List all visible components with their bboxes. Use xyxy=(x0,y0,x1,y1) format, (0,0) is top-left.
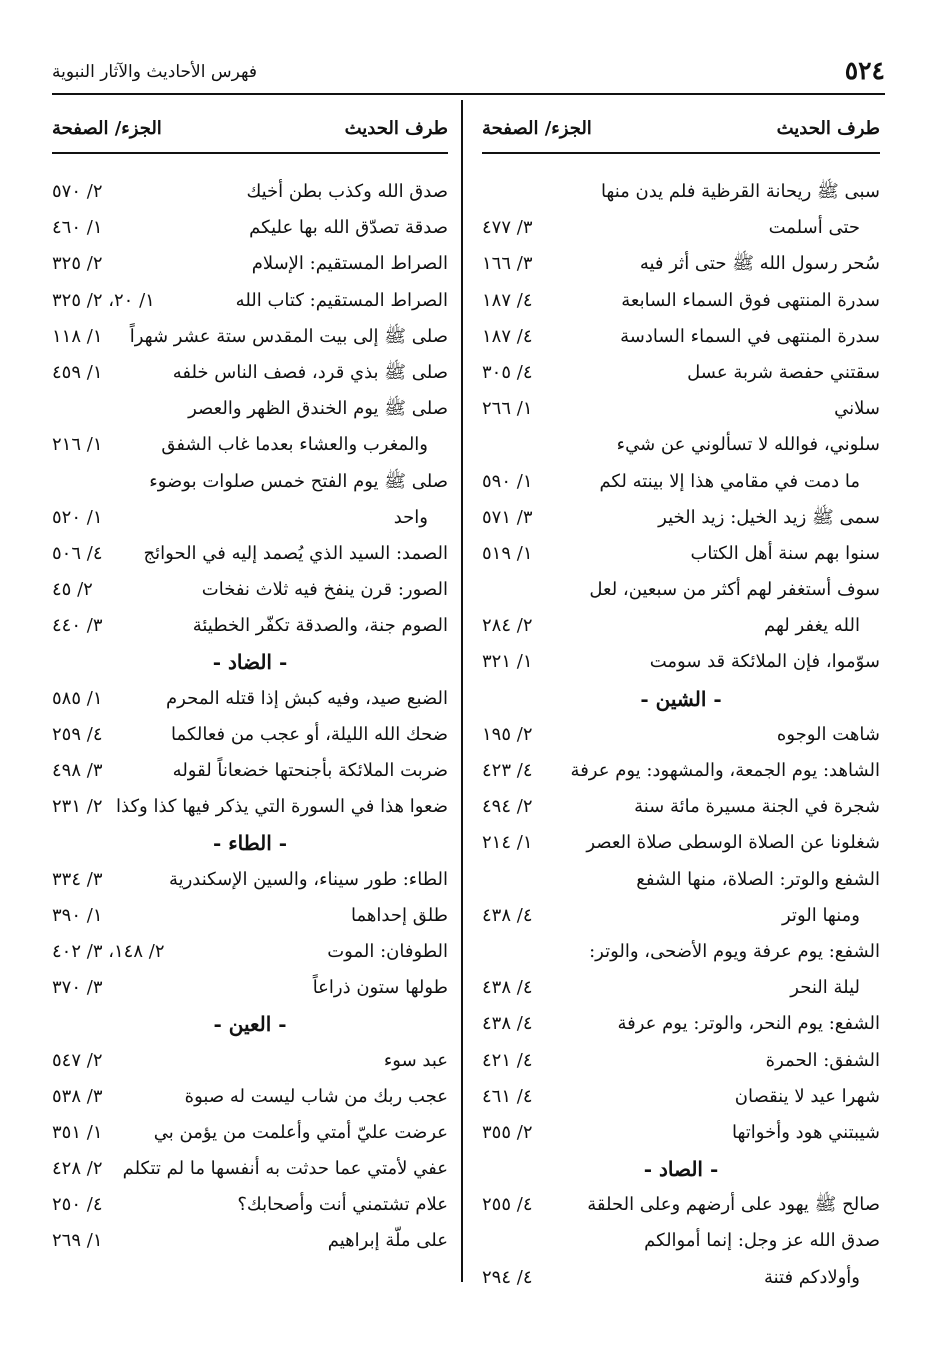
index-entry xyxy=(52,898,448,934)
hadith-text: صدق الله عز وجل: إنما أموالكم xyxy=(644,1230,880,1252)
volume-page-ref: ١/ ٢٦٩ xyxy=(52,1230,103,1252)
hadith-text: الشفع: يوم النحر، والوتر: يوم عرفة xyxy=(617,1013,880,1035)
index-entry xyxy=(52,681,448,717)
volume-page-ref: ١/ ٣٩٠ xyxy=(52,904,103,926)
hadith-text: علام تشتمني أنت وأصحابك؟ xyxy=(237,1194,448,1216)
hadith-text: واحد xyxy=(393,506,428,528)
hadith-text: سدرة المنتهى في السماء السادسة xyxy=(620,325,880,347)
hadith-text: الصمد: السيد الذي يُصمد إليه في الحوائج xyxy=(143,542,448,564)
hadith-text: والمغرب والعشاء بعدما غاب الشفق xyxy=(161,434,428,456)
volume-page-ref: ١/ ٥١٩ xyxy=(482,542,533,564)
index-entry xyxy=(482,174,880,210)
volume-page-ref: ٣/ ٥٣٨ xyxy=(52,1085,103,1107)
index-entry xyxy=(482,717,880,753)
index-entry xyxy=(52,970,448,1006)
column-header-term: طرف الحديث xyxy=(344,118,448,139)
index-entry xyxy=(482,753,880,789)
page-header xyxy=(52,48,885,94)
hadith-text: حتى أسلمت xyxy=(768,217,860,239)
index-entry xyxy=(52,246,448,282)
volume-page-ref: ١/ ٤٦٠ xyxy=(52,217,103,239)
index-entry xyxy=(52,174,448,210)
volume-page-ref: ١/ ٤٥٩ xyxy=(52,361,103,383)
volume-page-ref: ٣/ ٤٧٧ xyxy=(482,217,533,239)
entry-continuation xyxy=(52,500,448,536)
hadith-text: عبد سوء xyxy=(383,1049,448,1071)
hadith-text: طولها ستون ذراعاً xyxy=(312,977,448,999)
index-entry xyxy=(482,644,880,680)
hadith-text: صلى ﷺ يوم الفتح خمس صلوات بوضوء xyxy=(149,470,448,492)
hadith-text: الشفق: الحمرة xyxy=(765,1049,880,1071)
volume-page-ref: ٣/ ٤٩٨ xyxy=(52,760,103,781)
hadith-text: الله يغفر لهم xyxy=(763,615,860,637)
hadith-text: سلوني، فوالله لا تسألوني عن شيء xyxy=(616,434,880,456)
index-entry xyxy=(52,1187,448,1223)
volume-page-ref: ٢/ ٣٥٥ xyxy=(482,1121,533,1143)
volume-page-ref: ٣/ ٥٧١ xyxy=(482,506,533,528)
volume-page-ref: ٤/ ٢٥٥ xyxy=(482,1194,533,1216)
volume-page-ref: ٤/ ٢٩٤ xyxy=(482,1266,533,1288)
index-entry xyxy=(482,1006,880,1042)
volume-page-ref: ٤/ ٤٣٨ xyxy=(482,1013,533,1035)
volume-page-ref: ٤/ ١٨٧ xyxy=(482,325,533,347)
volume-page-ref: ٢/ ٥٧٠ xyxy=(52,181,103,202)
entry-continuation xyxy=(482,970,880,1006)
index-entry xyxy=(52,391,448,427)
section-heading: - الطاء - xyxy=(212,831,288,856)
hadith-text: سنوا بهم سنة أهل الكتاب xyxy=(690,542,880,564)
column-header-page: الجزء/ الصفحة xyxy=(52,118,162,139)
column-header xyxy=(482,112,880,150)
header-rule xyxy=(52,93,885,95)
volume-page-ref: ٣/ ٣٧٠ xyxy=(52,977,103,999)
index-entry xyxy=(482,1115,880,1151)
hadith-text: عفي لأمتي عما حدثت به أنفسها ما لم تتكلم xyxy=(122,1158,448,1180)
volume-page-ref: ٤/ ١٨٧ xyxy=(482,289,533,311)
hadith-text: الصوم جنة، والصدقة تكفّر الخطيئة xyxy=(192,615,448,637)
volume-page-ref: ١/ ٥٨٥ xyxy=(52,687,103,709)
hadith-text: سدرة المنتهى فوق السماء السابعة xyxy=(621,289,880,311)
volume-page-ref: ٢/ ٢٨٤ xyxy=(482,615,533,637)
volume-page-ref: ١/ ٢٦٦ xyxy=(482,398,533,420)
hadith-text: سلاني xyxy=(834,398,880,420)
index-entry xyxy=(482,789,880,825)
volume-page-ref: ٢/ ٢٣١ xyxy=(52,796,103,818)
index-entry xyxy=(52,1043,448,1079)
hadith-text: سقتني حفصة شربة عسل xyxy=(687,361,880,383)
index-entry xyxy=(52,1115,448,1151)
entry-continuation xyxy=(482,1260,880,1296)
hadith-text: الطوفان: الموت xyxy=(327,940,448,962)
hadith-text: ضربت الملائكة بأجنحتها خضعاناً لقوله xyxy=(172,760,448,781)
hadith-text: على ملّة إبراهيم xyxy=(327,1230,448,1252)
hadith-text: سبى ﷺ ريحانة القرظية فلم يدن منها xyxy=(600,181,880,202)
volume-page-ref: ٤/ ٤٣٨ xyxy=(482,977,533,999)
hadith-text: شغلونا عن الصلاة الوسطى صلاة العصر xyxy=(586,832,880,854)
index-entry xyxy=(52,1223,448,1259)
volume-page-ref: ٢/ ٤٥ xyxy=(52,579,93,601)
index-entry xyxy=(52,572,448,608)
hadith-text: سوّموا، فإن الملائكة قد سومت xyxy=(649,651,880,673)
hadith-text: ضحك الله الليلة، أو عجب من فعالكما xyxy=(171,723,448,745)
hadith-text: الصراط المستقيم: كتاب الله xyxy=(235,289,448,311)
entry-continuation xyxy=(482,898,880,934)
volume-page-ref: ٢/ ٥٤٧ xyxy=(52,1049,103,1071)
index-entry xyxy=(482,283,880,319)
hadith-text: سمى ﷺ زيد الخيل: زيد الخير xyxy=(658,506,880,528)
index-entry xyxy=(52,717,448,753)
volume-page-ref: ٢/ ٤٩٤ xyxy=(482,796,533,818)
index-entry xyxy=(482,934,880,970)
volume-page-ref: ٣/ ٣٣٤ xyxy=(52,868,103,890)
hadith-text: ومنها الوتر xyxy=(782,904,860,926)
entry-continuation xyxy=(482,608,880,644)
index-entry xyxy=(52,464,448,500)
index-entry xyxy=(482,862,880,898)
hadith-text: شهرا عيد لا ينقصان xyxy=(734,1085,880,1107)
hadith-text: الصراط المستقيم: الإسلام xyxy=(251,253,448,275)
index-entry xyxy=(482,825,880,861)
column-header-rule xyxy=(52,152,448,154)
volume-page-ref: ١/ ٢٠، ٢/ ٣٢٥ xyxy=(52,289,155,311)
hadith-text: طلق إحداهما xyxy=(351,904,448,926)
hadith-text: ما دمت في مقامي هذا إلا بينته لكم xyxy=(599,470,860,492)
hadith-text: شاهت الوجوه xyxy=(776,723,880,745)
hadith-text: ليلة النحر xyxy=(790,977,860,999)
index-entry xyxy=(482,246,880,282)
index-entry xyxy=(482,1187,880,1223)
volume-page-ref: ٤/ ٤٢١ xyxy=(482,1049,533,1071)
volume-page-ref: ٤/ ٣٠٥ xyxy=(482,361,533,383)
hadith-text: سوف أستغفر لهم أكثر من سبعين، لعل xyxy=(589,579,880,601)
hadith-text: ضعوا هذا في السورة التي يذكر فيها كذا وكذا xyxy=(116,796,448,818)
entry-continuation xyxy=(482,464,880,500)
index-entry xyxy=(482,500,880,536)
column-header xyxy=(52,112,448,150)
volume-page-ref: ٣/ ٤٤٠ xyxy=(52,615,103,637)
index-entry xyxy=(52,753,448,789)
volume-page-ref: ١/ ١١٨ xyxy=(52,325,103,347)
hadith-text: صالح ﷺ يهود على أرضهم وعلى الحلقة xyxy=(587,1194,880,1216)
entry-continuation xyxy=(52,427,448,463)
volume-page-ref: ١/ ٣٢١ xyxy=(482,651,533,673)
index-entry xyxy=(482,1223,880,1259)
right-column xyxy=(482,112,880,1296)
column-header-rule xyxy=(482,152,880,154)
page-number: ٥٢٤ xyxy=(844,56,885,85)
volume-page-ref: ٢/ ٤٢٨ xyxy=(52,1158,103,1180)
volume-page-ref: ١/ ٥٩٠ xyxy=(482,470,533,492)
index-entry xyxy=(52,1151,448,1187)
left-column xyxy=(52,112,448,1260)
column-header-page: الجزء/ الصفحة xyxy=(482,118,592,139)
index-entries xyxy=(482,174,880,1296)
volume-page-ref: ٤/ ٢٥٩ xyxy=(52,723,103,745)
volume-page-ref: ٤/ ٥٠٦ xyxy=(52,542,103,564)
volume-page-ref: ١/ ٥٢٠ xyxy=(52,506,103,528)
volume-page-ref: ٢/ ١٩٥ xyxy=(482,723,533,745)
volume-page-ref: ٤/ ٢٥٠ xyxy=(52,1194,103,1216)
index-entry xyxy=(482,355,880,391)
index-entry xyxy=(52,608,448,644)
index-entry xyxy=(482,427,880,463)
column-divider xyxy=(461,100,463,1282)
volume-page-ref: ٣/ ١٦٦ xyxy=(482,253,533,275)
hadith-text: صدقة تصدّق الله بها عليكم xyxy=(249,217,448,239)
index-entry xyxy=(52,355,448,391)
section-heading: - العين - xyxy=(213,1012,287,1037)
section-heading: - الضاد - xyxy=(212,650,288,675)
hadith-text: صلى ﷺ إلى بيت المقدس ستة عشر شهراً xyxy=(129,325,448,347)
index-entry xyxy=(52,536,448,572)
hadith-text: شجرة في الجنة مسيرة مائة سنة xyxy=(634,796,880,818)
index-entry xyxy=(52,283,448,319)
hadith-text: الشاهد: يوم الجمعة، والمشهود: يوم عرفة xyxy=(570,760,880,781)
hadith-text: صدق الله وكذب بطن أخيك xyxy=(246,181,448,202)
column-header-term: طرف الحديث xyxy=(776,118,880,139)
volume-page-ref: ١/ ٢١٦ xyxy=(52,434,103,456)
hadith-text: صلى ﷺ بذي قرد، فصف الناس خلفه xyxy=(172,361,448,383)
entry-continuation xyxy=(482,210,880,246)
hadith-text: شيبتني هود وأخواتها xyxy=(732,1121,880,1143)
volume-page-ref: ٤/ ٤٦١ xyxy=(482,1085,533,1107)
volume-page-ref: ١/ ٢١٤ xyxy=(482,832,533,854)
index-entry xyxy=(52,210,448,246)
index-entry xyxy=(482,1079,880,1115)
index-entry xyxy=(52,934,448,970)
hadith-text: عجب ربك من شاب ليست له صبوة xyxy=(184,1085,448,1107)
hadith-text: عرضت عليّ أمتي وأعلمت من يؤمن بي xyxy=(153,1121,448,1143)
hadith-text: وأولادكم فتنة xyxy=(763,1266,860,1288)
hadith-text: الطاء: طور سيناء، والسين الإسكندرية xyxy=(168,868,448,890)
volume-page-ref: ٢/ ٣٢٥ xyxy=(52,253,103,275)
hadith-text: سُحر رسول الله ﷺ حتى أثر فيه xyxy=(639,253,880,275)
index-entry xyxy=(482,391,880,427)
volume-page-ref: ١/ ٣٥١ xyxy=(52,1121,103,1143)
hadith-text: صلى ﷺ يوم الخندق الظهر والعصر xyxy=(188,398,448,420)
hadith-text: الصور: قرن ينفخ فيه ثلاث نفخات xyxy=(201,579,448,601)
section-heading: - الصاد - xyxy=(643,1157,719,1182)
index-entry xyxy=(482,1043,880,1079)
index-entry xyxy=(52,789,448,825)
hadith-text: الشفع: يوم عرفة ويوم الأضحى، والوتر: xyxy=(589,940,880,962)
volume-page-ref: ٤/ ٤٢٣ xyxy=(482,760,533,781)
index-entry xyxy=(482,572,880,608)
index-entry xyxy=(52,319,448,355)
index-entry xyxy=(52,1079,448,1115)
hadith-text: الضبع صيد، وفيه كبش إذا قتله المحرم xyxy=(166,687,448,709)
running-title: فهرس الأحاديث والآثار النبوية xyxy=(52,62,257,82)
section-heading: - الشين - xyxy=(640,686,722,711)
hadith-text: الشفع والوتر: الصلاة، منها الشفع xyxy=(636,868,880,890)
index-entry xyxy=(482,536,880,572)
index-entries xyxy=(52,174,448,1260)
index-entry xyxy=(482,319,880,355)
volume-page-ref: ٢/ ١٤٨، ٣/ ٤٠٢ xyxy=(52,940,165,962)
index-entry xyxy=(52,862,448,898)
volume-page-ref: ٤/ ٤٣٨ xyxy=(482,904,533,926)
